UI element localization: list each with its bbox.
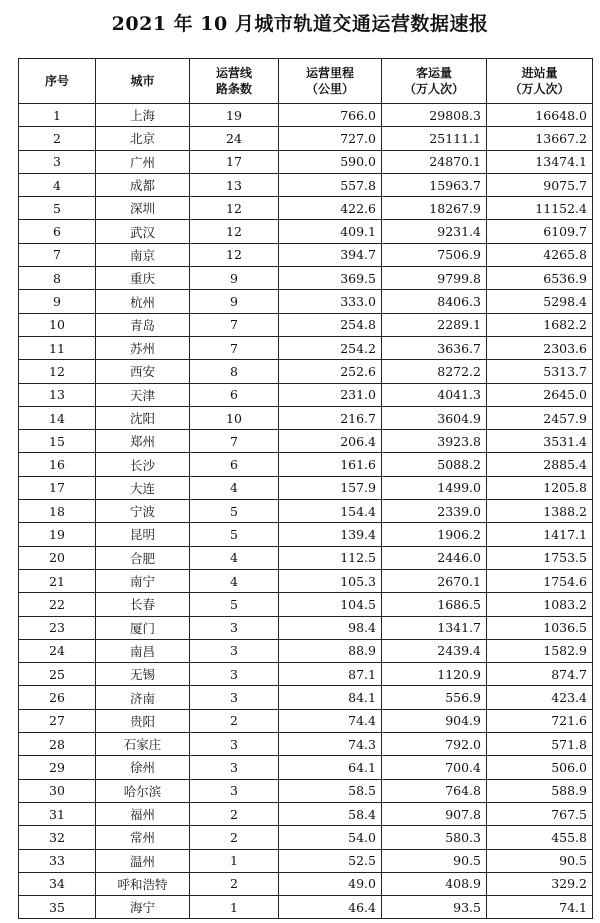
cell-entries: 571.8: [487, 733, 593, 756]
cell-city: 合肥: [96, 546, 190, 569]
cell-lines: 5: [190, 523, 279, 546]
cell-passengers: 2446.0: [382, 546, 487, 569]
cell-city: 上海: [96, 104, 190, 127]
table-row: [19, 360, 593, 383]
cell-entries: 1754.6: [487, 569, 593, 592]
cell-lines: 5: [190, 500, 279, 523]
table-row: [19, 639, 593, 662]
cell-city: 苏州: [96, 336, 190, 359]
cell-passengers: 1499.0: [382, 476, 487, 499]
cell-entries: 1582.9: [487, 639, 593, 662]
table-row: [19, 243, 593, 266]
cell-passengers: 3636.7: [382, 336, 487, 359]
cell-seq: 32: [19, 826, 96, 849]
cell-city: 杭州: [96, 290, 190, 313]
cell-entries: 1205.8: [487, 476, 593, 499]
cell-mileage: 590.0: [279, 150, 382, 173]
cell-seq: 22: [19, 593, 96, 616]
cell-mileage: 333.0: [279, 290, 382, 313]
cell-passengers: 15963.7: [382, 173, 487, 196]
cell-entries: 9075.7: [487, 173, 593, 196]
cell-mileage: 254.2: [279, 336, 382, 359]
cell-mileage: 394.7: [279, 243, 382, 266]
cell-seq: 3: [19, 150, 96, 173]
cell-passengers: 18267.9: [382, 197, 487, 220]
cell-lines: 2: [190, 872, 279, 895]
cell-entries: 2303.6: [487, 336, 593, 359]
cell-city: 贵阳: [96, 709, 190, 732]
cell-seq: 25: [19, 663, 96, 686]
cell-seq: 5: [19, 197, 96, 220]
cell-mileage: 231.0: [279, 383, 382, 406]
cell-city: 呼和浩特: [96, 872, 190, 895]
cell-city: 厦门: [96, 616, 190, 639]
cell-lines: 12: [190, 243, 279, 266]
table-row: [19, 686, 593, 709]
table-row: [19, 220, 593, 243]
table-row: [19, 756, 593, 779]
cell-city: 沈阳: [96, 406, 190, 429]
cell-city: 常州: [96, 826, 190, 849]
table-row: [19, 569, 593, 592]
cell-entries: 506.0: [487, 756, 593, 779]
cell-city: 南宁: [96, 569, 190, 592]
cell-passengers: 2670.1: [382, 569, 487, 592]
cell-city: 重庆: [96, 267, 190, 290]
table-row: [19, 616, 593, 639]
cell-entries: 4265.8: [487, 243, 593, 266]
cell-city: 郑州: [96, 430, 190, 453]
cell-city: 宁波: [96, 500, 190, 523]
cell-entries: 1753.5: [487, 546, 593, 569]
cell-passengers: 556.9: [382, 686, 487, 709]
table-header-row: [19, 59, 593, 104]
table-row: [19, 779, 593, 802]
cell-lines: 1: [190, 849, 279, 872]
cell-mileage: 161.6: [279, 453, 382, 476]
cell-mileage: 104.5: [279, 593, 382, 616]
table-row: [19, 663, 593, 686]
cell-passengers: 9231.4: [382, 220, 487, 243]
cell-seq: 10: [19, 313, 96, 336]
cell-passengers: 2289.1: [382, 313, 487, 336]
cell-seq: 19: [19, 523, 96, 546]
cell-city: 南昌: [96, 639, 190, 662]
cell-seq: 35: [19, 896, 96, 919]
cell-passengers: 1341.7: [382, 616, 487, 639]
cell-passengers: 1906.2: [382, 523, 487, 546]
table-body: [19, 104, 593, 919]
cell-entries: 2885.4: [487, 453, 593, 476]
cell-mileage: 766.0: [279, 104, 382, 127]
cell-seq: 18: [19, 500, 96, 523]
cell-entries: 767.5: [487, 802, 593, 825]
cell-mileage: 58.5: [279, 779, 382, 802]
header-lines: [190, 59, 279, 104]
table-row: [19, 127, 593, 150]
cell-lines: 7: [190, 313, 279, 336]
cell-city: 武汉: [96, 220, 190, 243]
cell-entries: 3531.4: [487, 430, 593, 453]
cell-seq: 15: [19, 430, 96, 453]
cell-seq: 17: [19, 476, 96, 499]
cell-lines: 24: [190, 127, 279, 150]
table-row: [19, 546, 593, 569]
cell-passengers: 3923.8: [382, 430, 487, 453]
cell-seq: 23: [19, 616, 96, 639]
cell-seq: 1: [19, 104, 96, 127]
cell-passengers: 580.3: [382, 826, 487, 849]
table-row: [19, 267, 593, 290]
table-row: [19, 826, 593, 849]
cell-mileage: 74.4: [279, 709, 382, 732]
cell-seq: 31: [19, 802, 96, 825]
cell-city: 北京: [96, 127, 190, 150]
cell-mileage: 727.0: [279, 127, 382, 150]
cell-mileage: 64.1: [279, 756, 382, 779]
cell-entries: 13667.2: [487, 127, 593, 150]
cell-entries: 329.2: [487, 872, 593, 895]
table-row: [19, 430, 593, 453]
cell-city: 石家庄: [96, 733, 190, 756]
table-row: [19, 290, 593, 313]
cell-mileage: 58.4: [279, 802, 382, 825]
cell-mileage: 54.0: [279, 826, 382, 849]
cell-seq: 34: [19, 872, 96, 895]
cell-passengers: 29808.3: [382, 104, 487, 127]
table-row: [19, 313, 593, 336]
page-title: 2021 年 10 月城市轨道交通运营数据速报: [111, 13, 489, 35]
cell-passengers: 7506.9: [382, 243, 487, 266]
cell-seq: 21: [19, 569, 96, 592]
cell-passengers: 8272.2: [382, 360, 487, 383]
cell-city: 温州: [96, 849, 190, 872]
header-entries: [487, 59, 593, 104]
cell-entries: 874.7: [487, 663, 593, 686]
cell-entries: 455.8: [487, 826, 593, 849]
cell-lines: 2: [190, 802, 279, 825]
cell-mileage: 87.1: [279, 663, 382, 686]
table-row: [19, 336, 593, 359]
cell-mileage: 139.4: [279, 523, 382, 546]
cell-entries: 6536.9: [487, 267, 593, 290]
cell-city: 大连: [96, 476, 190, 499]
cell-passengers: 2439.4: [382, 639, 487, 662]
cell-mileage: 206.4: [279, 430, 382, 453]
cell-seq: 26: [19, 686, 96, 709]
cell-mileage: 369.5: [279, 267, 382, 290]
table-row: [19, 709, 593, 732]
cell-seq: 30: [19, 779, 96, 802]
cell-lines: 4: [190, 569, 279, 592]
table-row: [19, 523, 593, 546]
cell-passengers: 1120.9: [382, 663, 487, 686]
cell-seq: 14: [19, 406, 96, 429]
cell-mileage: 49.0: [279, 872, 382, 895]
table-row: [19, 173, 593, 196]
cell-lines: 5: [190, 593, 279, 616]
cell-entries: 13474.1: [487, 150, 593, 173]
cell-passengers: 408.9: [382, 872, 487, 895]
cell-passengers: 1686.5: [382, 593, 487, 616]
cell-passengers: 25111.1: [382, 127, 487, 150]
cell-lines: 12: [190, 197, 279, 220]
cell-seq: 9: [19, 290, 96, 313]
cell-mileage: 88.9: [279, 639, 382, 662]
table-row: [19, 150, 593, 173]
header-seq: 序号: [19, 59, 96, 104]
cell-city: 海宁: [96, 896, 190, 919]
cell-passengers: 792.0: [382, 733, 487, 756]
cell-lines: 3: [190, 616, 279, 639]
cell-seq: 27: [19, 709, 96, 732]
cell-passengers: 764.8: [382, 779, 487, 802]
cell-passengers: 93.5: [382, 896, 487, 919]
cell-entries: 90.5: [487, 849, 593, 872]
cell-entries: 16648.0: [487, 104, 593, 127]
cell-passengers: 904.9: [382, 709, 487, 732]
cell-lines: 19: [190, 104, 279, 127]
cell-mileage: 105.3: [279, 569, 382, 592]
header-mileage: [279, 59, 382, 104]
cell-entries: 1036.5: [487, 616, 593, 639]
cell-entries: 721.6: [487, 709, 593, 732]
cell-entries: 1083.2: [487, 593, 593, 616]
cell-seq: 11: [19, 336, 96, 359]
cell-passengers: 700.4: [382, 756, 487, 779]
cell-seq: 29: [19, 756, 96, 779]
cell-lines: 7: [190, 336, 279, 359]
cell-lines: 1: [190, 896, 279, 919]
cell-lines: 9: [190, 267, 279, 290]
cell-city: 无锡: [96, 663, 190, 686]
header-lines-line1: 运营线: [215, 66, 252, 80]
header-mileage-line2: （公里）: [305, 82, 354, 96]
cell-city: 天津: [96, 383, 190, 406]
cell-entries: 2457.9: [487, 406, 593, 429]
metro-data-table: [18, 58, 593, 919]
header-passengers: [382, 59, 487, 104]
cell-city: 昆明: [96, 523, 190, 546]
cell-lines: 6: [190, 383, 279, 406]
header-mileage-line1: 运营里程: [305, 66, 354, 80]
table-row: [19, 476, 593, 499]
cell-city: 济南: [96, 686, 190, 709]
cell-entries: 11152.4: [487, 197, 593, 220]
cell-entries: 1417.1: [487, 523, 593, 546]
cell-city: 长沙: [96, 453, 190, 476]
cell-mileage: 254.8: [279, 313, 382, 336]
cell-mileage: 112.5: [279, 546, 382, 569]
cell-seq: 4: [19, 173, 96, 196]
cell-seq: 6: [19, 220, 96, 243]
cell-seq: 24: [19, 639, 96, 662]
cell-entries: 423.4: [487, 686, 593, 709]
table-row: [19, 872, 593, 895]
table-row: [19, 104, 593, 127]
table-row: [19, 406, 593, 429]
cell-city: 西安: [96, 360, 190, 383]
cell-mileage: 84.1: [279, 686, 382, 709]
cell-mileage: 216.7: [279, 406, 382, 429]
cell-lines: 6: [190, 453, 279, 476]
cell-passengers: 24870.1: [382, 150, 487, 173]
cell-city: 成都: [96, 173, 190, 196]
table-row: [19, 802, 593, 825]
cell-seq: 8: [19, 267, 96, 290]
cell-lines: 17: [190, 150, 279, 173]
cell-city: 青岛: [96, 313, 190, 336]
cell-seq: 2: [19, 127, 96, 150]
cell-seq: 33: [19, 849, 96, 872]
cell-mileage: 98.4: [279, 616, 382, 639]
cell-lines: 4: [190, 546, 279, 569]
cell-passengers: 8406.3: [382, 290, 487, 313]
cell-mileage: 154.4: [279, 500, 382, 523]
cell-passengers: 90.5: [382, 849, 487, 872]
cell-entries: 74.1: [487, 896, 593, 919]
cell-city: 南京: [96, 243, 190, 266]
table-row: [19, 849, 593, 872]
header-city: 城市: [96, 59, 190, 104]
cell-lines: 3: [190, 756, 279, 779]
cell-mileage: 52.5: [279, 849, 382, 872]
cell-passengers: 907.8: [382, 802, 487, 825]
cell-city: 哈尔滨: [96, 779, 190, 802]
cell-mileage: 252.6: [279, 360, 382, 383]
header-entries-line2: （万人次）: [509, 82, 570, 96]
cell-mileage: 157.9: [279, 476, 382, 499]
header-entries-line1: 进站量: [521, 66, 558, 80]
cell-mileage: 557.8: [279, 173, 382, 196]
cell-seq: 28: [19, 733, 96, 756]
cell-lines: 4: [190, 476, 279, 499]
cell-lines: 9: [190, 290, 279, 313]
cell-entries: 1682.2: [487, 313, 593, 336]
cell-lines: 3: [190, 686, 279, 709]
cell-passengers: 3604.9: [382, 406, 487, 429]
header-lines-line2: 路条数: [215, 82, 252, 96]
cell-lines: 3: [190, 639, 279, 662]
cell-city: 长春: [96, 593, 190, 616]
cell-passengers: 2339.0: [382, 500, 487, 523]
cell-mileage: 409.1: [279, 220, 382, 243]
cell-mileage: 46.4: [279, 896, 382, 919]
cell-mileage: 422.6: [279, 197, 382, 220]
cell-seq: 20: [19, 546, 96, 569]
cell-lines: 2: [190, 826, 279, 849]
cell-seq: 7: [19, 243, 96, 266]
table-row: [19, 733, 593, 756]
cell-passengers: 5088.2: [382, 453, 487, 476]
cell-entries: 5298.4: [487, 290, 593, 313]
cell-entries: 588.9: [487, 779, 593, 802]
cell-lines: 13: [190, 173, 279, 196]
table-row: [19, 593, 593, 616]
cell-city: 徐州: [96, 756, 190, 779]
cell-lines: 3: [190, 663, 279, 686]
cell-lines: 8: [190, 360, 279, 383]
table-row: [19, 500, 593, 523]
header-passengers-line1: 客运量: [415, 66, 452, 80]
cell-city: 深圳: [96, 197, 190, 220]
table-row: [19, 383, 593, 406]
cell-passengers: 4041.3: [382, 383, 487, 406]
cell-passengers: 9799.8: [382, 267, 487, 290]
cell-lines: 12: [190, 220, 279, 243]
table-row: [19, 453, 593, 476]
cell-seq: 16: [19, 453, 96, 476]
cell-seq: 13: [19, 383, 96, 406]
cell-entries: 6109.7: [487, 220, 593, 243]
cell-entries: 1388.2: [487, 500, 593, 523]
table-row: [19, 197, 593, 220]
cell-mileage: 74.3: [279, 733, 382, 756]
cell-city: 广州: [96, 150, 190, 173]
cell-lines: 3: [190, 779, 279, 802]
cell-lines: 3: [190, 733, 279, 756]
cell-entries: 2645.0: [487, 383, 593, 406]
header-passengers-line2: （万人次）: [403, 82, 464, 96]
table-row: [19, 896, 593, 919]
cell-lines: 7: [190, 430, 279, 453]
cell-seq: 12: [19, 360, 96, 383]
cell-city: 福州: [96, 802, 190, 825]
cell-entries: 5313.7: [487, 360, 593, 383]
cell-lines: 10: [190, 406, 279, 429]
cell-lines: 2: [190, 709, 279, 732]
